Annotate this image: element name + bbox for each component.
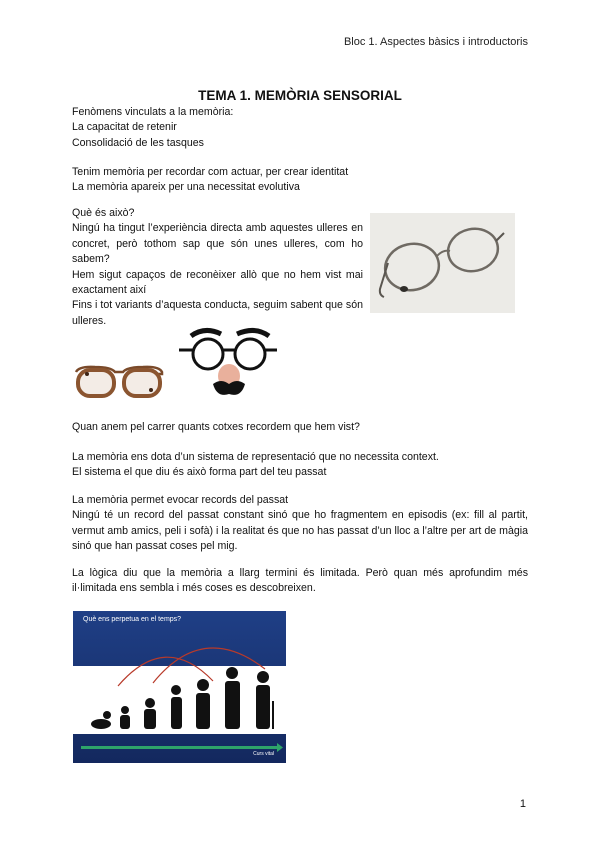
intro-line: La capacitat de retenir bbox=[72, 121, 177, 134]
text-line: La memòria ens dota d’un sistema de representació que no necessita context. bbox=[72, 451, 439, 463]
wire-glasses-photo bbox=[370, 213, 515, 313]
text-line: Tenim memòria per recordar com actuar, per crear identitat bbox=[72, 166, 349, 178]
intro-block bbox=[72, 105, 372, 151]
paragraph-system bbox=[72, 450, 528, 481]
paragraph-purpose bbox=[72, 165, 392, 196]
what-heading: Què és això? bbox=[72, 207, 135, 219]
what-paragraph: Fins i tot variants d’aquesta conducta, seguim sabent que són ulleres. bbox=[72, 299, 363, 327]
text-line: Quan anem pel carrer quants cotxes recordem que hem vist? bbox=[72, 421, 360, 433]
cars-question bbox=[72, 420, 528, 435]
life-course-slide bbox=[73, 611, 286, 763]
text-line: La memòria apareix per una necessitat evolutiva bbox=[72, 181, 300, 194]
novelty-disguise-glasses-image bbox=[177, 326, 283, 400]
running-header: Bloc 1. Aspectes bàsics i introductoris bbox=[343, 36, 528, 48]
intro-line: Fenòmens vinculats a la memòria: bbox=[72, 106, 234, 118]
paragraph-evoke bbox=[72, 493, 528, 555]
evoke-heading: La memòria permet evocar records del passat bbox=[72, 494, 289, 506]
evoke-body: Ningú té un record del passat constant sinó que ho fragmentem en episodis (ex: fill al partit, vermut amb amics, peli i sofà) i la realitat és que no has passat d’un lloc a l’altre per art de màgia sinó que han passat coses pel mig. bbox=[72, 509, 528, 553]
tortoiseshell-glasses-image bbox=[73, 360, 165, 402]
paragraph-what-is-this bbox=[72, 206, 363, 329]
page-title: TEMA 1. MEMÒRIA SENSORIAL bbox=[198, 88, 402, 103]
text-line: La lògica diu que la memòria a llarg termini és limitada. Però quan més aprofundim més il·limitada ens sembla i més coses es descobreixen. bbox=[72, 567, 528, 595]
paragraph-logic bbox=[72, 566, 528, 597]
what-paragraph: Ningú ha tingut l’experiència directa amb aquestes ulleres en concret, però tothom sap que són unes ulleres, com ho sabem? bbox=[72, 222, 363, 266]
intro-line: Consolidació de les tasques bbox=[72, 136, 204, 149]
slide-title: Què ens perpetua en el temps? bbox=[83, 616, 182, 623]
page-number: 1 bbox=[519, 798, 526, 810]
what-paragraph: Hem sigut capaços de reconèixer allò que no hem vist mai exactament així bbox=[72, 268, 363, 297]
slide-footer: Curs vital bbox=[253, 751, 274, 757]
text-line: El sistema el que diu és això forma part del teu passat bbox=[72, 466, 327, 479]
